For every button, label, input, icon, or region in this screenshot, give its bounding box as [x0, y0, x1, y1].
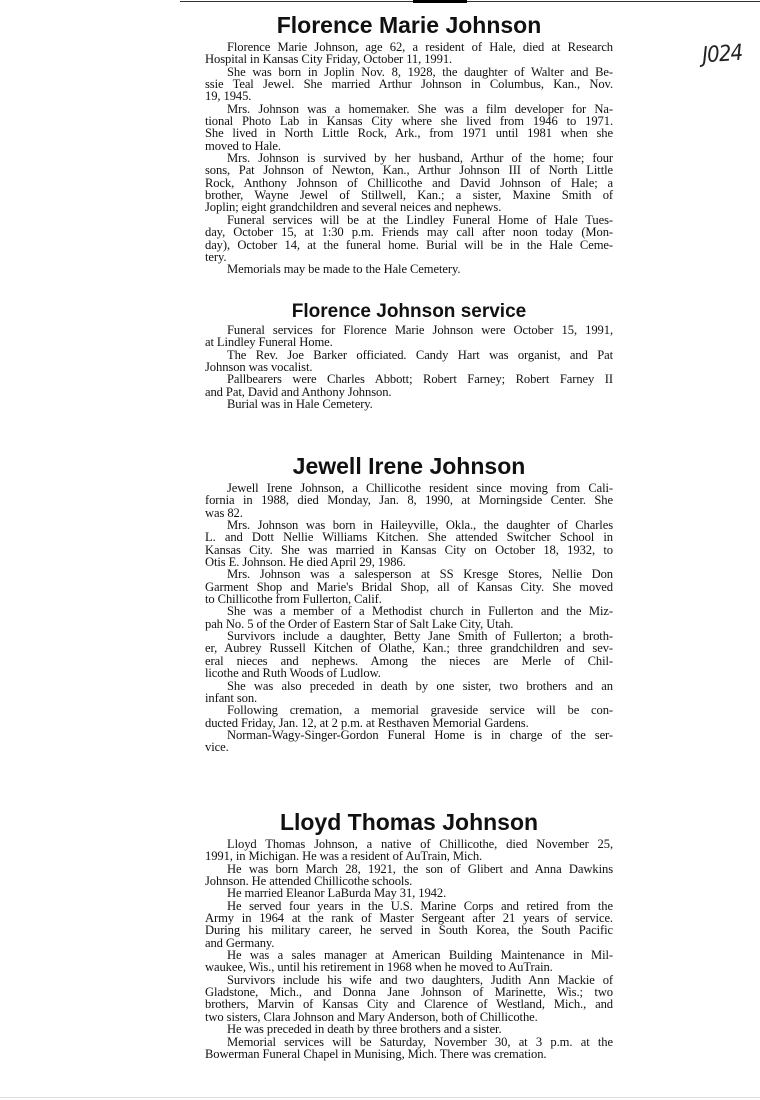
- paragraph: [205, 704, 613, 729]
- text-line: Survivors include his wife and two daughters, Judith Ann Mackie of: [227, 972, 613, 987]
- paragraph: [205, 887, 613, 899]
- text-line: The Rev. Joe Barker officiated. Candy Hart was organist, and Pat: [227, 347, 613, 362]
- text-line: fornia in 1988, died Monday, Jan. 8, 1990, at Morningside Center. She: [205, 493, 613, 508]
- text-line: She lived in North Little Rock, Ark., from 1971 until 1981 when she: [205, 126, 613, 141]
- paragraph: [205, 1036, 613, 1061]
- text-line: 1991, in Michigan. He was a resident of AuTrain, Mich.: [205, 849, 483, 864]
- paragraph: [205, 838, 613, 863]
- text-line: Survivors include a daughter, Betty Jane Smith of Fullerton; a broth-: [227, 629, 613, 644]
- paragraph: [205, 519, 613, 568]
- section-heading: Jewell Irene Johnson: [292, 453, 526, 479]
- text-line: eral nieces and nephews. Among the nieces are Merle of Chil-: [205, 653, 613, 668]
- paragraph: [205, 568, 613, 605]
- text-line: Memorial services will be Saturday, November 30, at 3 p.m. at the: [227, 1034, 613, 1049]
- paragraph: [205, 680, 613, 705]
- text-line: waukee, Wis., until his retirement in 1968 when he moved to AuTrain.: [205, 960, 553, 975]
- text-line: er, Aubrey Russell Kitchen of Olathe, Kan.; three grandchildren and sev-: [205, 641, 613, 656]
- text-line: vice.: [205, 740, 229, 755]
- paragraph: [205, 152, 613, 214]
- paragraph: [205, 605, 613, 630]
- text-line: Burial was in Hale Cemetery.: [227, 397, 373, 412]
- text-line: L. and Dott Nellie Williams Kitchen. She attended Switcher School in: [205, 530, 613, 545]
- text-line: Garment Shop and Marie's Bridal Shop, all of Kansas City. She moved: [205, 579, 613, 594]
- text-line: He was born March 28, 1921, the son of Glibert and Anna Dawkins: [227, 861, 613, 876]
- paragraph: [205, 949, 613, 974]
- text-line: brothers, Marvin of Kansas City and Clarence of Westland, Mich., and: [205, 997, 613, 1012]
- text-line: at Lindley Funeral Home.: [205, 335, 333, 350]
- top-rule: [180, 1, 760, 2]
- text-line: Lloyd Thomas Johnson, a native of Chillicothe, died November 25,: [227, 837, 613, 851]
- text-line: Otis E. Johnson. He died April 29, 1986.: [205, 555, 406, 570]
- text-line: moved to Hale.: [205, 138, 281, 153]
- text-line: licothe and Ruth Woods of Ludlow.: [205, 666, 381, 681]
- paragraph: [205, 103, 613, 152]
- text-line: tional Photo Lab in Kansas City where she lived from 1946 to 1971.: [205, 114, 613, 129]
- text-line: 19, 1945.: [205, 89, 252, 104]
- text-line: Army in 1964 at the rank of Master Sergeant after 21 years of service.: [205, 911, 613, 926]
- text-line: and Germany.: [205, 935, 275, 950]
- text-line: infant son.: [205, 690, 258, 705]
- paragraph: [205, 66, 613, 103]
- paragraph: [205, 324, 613, 349]
- paragraph: [205, 349, 613, 374]
- text-line: tery.: [205, 249, 227, 264]
- paragraph: [205, 263, 613, 275]
- paragraph: [205, 214, 613, 263]
- text-line: pah No. 5 of the Order of Eastern Star of Salt Lake City, Utah.: [205, 616, 514, 631]
- bottom-rule: [0, 1097, 760, 1098]
- notice-florence-johnson-service: [205, 302, 613, 410]
- text-line: He married Eleanor LaBurda May 31, 1942.: [227, 886, 447, 901]
- section-heading: Florence Johnson service: [291, 301, 527, 322]
- text-line: ducted Friday, Jan. 12, at 2 p.m. at Resthaven Memorial Gardens.: [205, 715, 529, 730]
- text-line: He served four years in the U.S. Marine Corps and retired from the: [227, 898, 613, 913]
- text-line: Bowerman Funeral Chapel in Munising, Mich. There was cremation.: [205, 1046, 547, 1061]
- text-line: Mrs. Johnson is survived by her husband, Arthur of the home; four: [227, 151, 613, 166]
- text-line: Gladstone, Mich., and Donna Jane Johnson of Marinette, Wis.; two: [205, 985, 613, 1000]
- paragraph: [205, 398, 613, 410]
- text-line: Norman-Wagy-Singer-Gordon Funeral Home is in charge of the ser-: [227, 727, 613, 742]
- text-line: Johnson was vocalist.: [205, 360, 313, 375]
- obituary-lloyd-thomas-johnson: [205, 811, 613, 1060]
- text-line: Jewell Irene Johnson, a Chillicothe resident since moving from Cali-: [227, 481, 613, 495]
- text-line: Memorials may be made to the Hale Cemetery.: [227, 262, 461, 277]
- text-line: Pallbearers were Charles Abbott; Robert Farney; Robert Farney II: [227, 372, 613, 387]
- paragraph: [205, 863, 613, 888]
- handwritten-note: J024: [701, 40, 744, 69]
- text-line: Joplin; eight grandchildren and several neices and nephews.: [205, 200, 502, 215]
- paragraph: [205, 41, 613, 66]
- text-line: Rock, Anthony Johnson of Chillicothe and David Johnson of Hale; a: [205, 175, 613, 190]
- text-line: He was preceded in death by three brothers and a sister.: [227, 1022, 502, 1037]
- text-line: Hospital in Kansas City Friday, October 11, 1991.: [205, 52, 453, 67]
- text-line: Mrs. Johnson was a homemaker. She was a film developer for Na-: [227, 101, 613, 116]
- text-line: brother, Wayne Jewel of Stillwell, Kan.; a sister, Maxine Smith of: [205, 188, 613, 203]
- text-line: Mrs. Johnson was a salesperson at SS Kresge Stores, Nellie Don: [227, 567, 613, 582]
- text-line: to Chillicothe from Fullerton, Calif.: [205, 592, 382, 607]
- text-line: She was a member of a Methodist church in Fullerton and the Miz-: [227, 604, 613, 619]
- text-line: ssie Teal Jewel. She married Arthur Johnson in Columbus, Kan., Nov.: [205, 77, 613, 92]
- text-line: Funeral services will be at the Lindley Funeral Home of Hale Tues-: [227, 212, 613, 227]
- top-rule-accent: [413, 0, 467, 3]
- obituary-florence-marie-johnson: [205, 14, 613, 276]
- text-line: During his military career, he served in South Korea, the South Pacific: [205, 923, 613, 938]
- paragraph: [205, 974, 613, 1023]
- text-line: and Pat, David and Anthony Johnson.: [205, 384, 392, 399]
- paragraph: [205, 482, 613, 519]
- text-line: two sisters, Clara Johnson and Mary Anderson, both of Chillicothe.: [205, 1009, 538, 1024]
- text-line: Following cremation, a memorial graveside service will be con-: [227, 703, 613, 718]
- text-line: She was also preceded in death by one sister, two brothers and an: [227, 678, 613, 693]
- section-heading: Lloyd Thomas Johnson: [279, 809, 539, 835]
- text-line: was 82.: [205, 505, 243, 520]
- paragraph: [205, 373, 613, 398]
- paragraph: [205, 1023, 613, 1035]
- text-line: She was born in Joplin Nov. 8, 1928, the daughter of Walter and Be-: [227, 64, 613, 79]
- text-line: Johnson. He attended Chillicothe schools.: [205, 874, 413, 889]
- text-line: day), October 14, at the funeral home. Burial will be in the Hale Ceme-: [205, 237, 613, 252]
- text-line: Funeral services for Florence Marie Johnson were October 15, 1991,: [227, 323, 613, 337]
- paragraph: [205, 729, 613, 754]
- text-line: day, October 15, at 1:30 p.m. Friends may call after noon today (Mon-: [205, 225, 613, 240]
- text-line: Florence Marie Johnson, age 62, a resident of Hale, died at Research: [227, 40, 613, 54]
- text-line: He was a sales manager at American Building Maintenance in Mil-: [227, 948, 613, 963]
- obituary-jewell-irene-johnson: [205, 455, 613, 754]
- paragraph: [205, 630, 613, 679]
- text-line: Mrs. Johnson was born in Haileyville, Okla., the daughter of Charles: [227, 518, 613, 533]
- text-line: sons, Pat Johnson of Newton, Kan., Arthur Johnson III of North Little: [205, 163, 613, 178]
- section-heading: Florence Marie Johnson: [276, 12, 542, 38]
- paragraph: [205, 900, 613, 949]
- text-line: Kansas City. She was married in Kansas City on October 18, 1932, to: [205, 542, 613, 557]
